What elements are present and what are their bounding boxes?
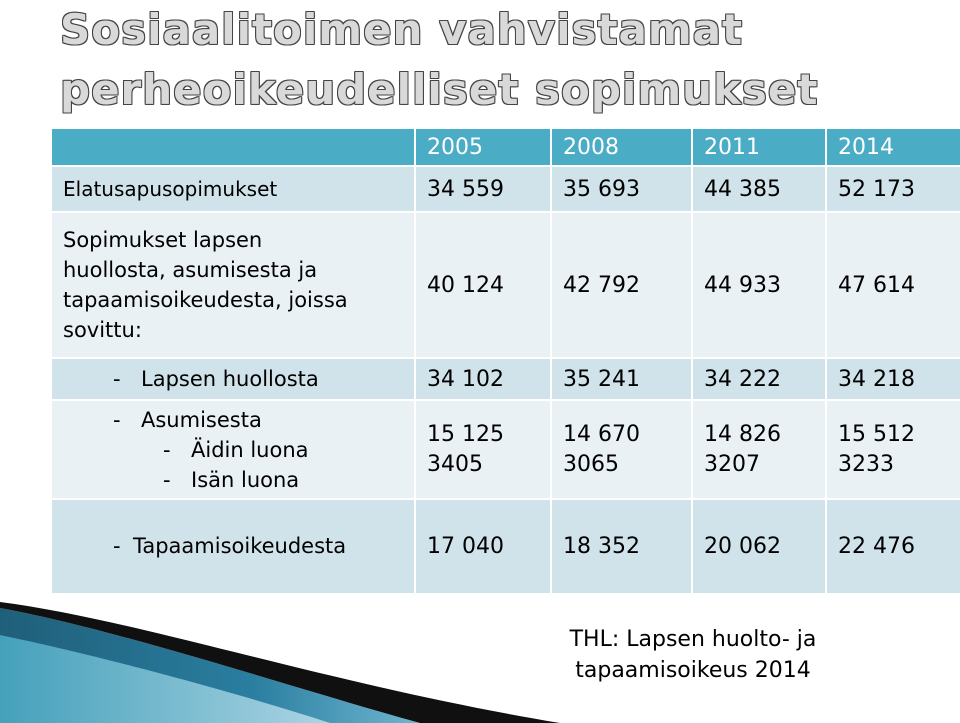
table-row-lapsen-huollosta bbox=[51, 358, 960, 400]
table-cell: 34 218 bbox=[826, 358, 960, 400]
table-cell: 22 476 bbox=[826, 499, 960, 594]
row-sublabel-aidin-luona: Äidin luona bbox=[191, 437, 309, 462]
table-cell: 42 792 bbox=[551, 212, 692, 358]
table-cell: 34 102 bbox=[415, 358, 551, 400]
row-label: Elatusapusopimukset bbox=[51, 166, 415, 212]
cell-value-isa: 3405 bbox=[427, 451, 483, 477]
table-row-asumisesta bbox=[51, 400, 960, 499]
row-label bbox=[51, 212, 415, 358]
table-cell bbox=[551, 400, 692, 499]
slide-title bbox=[60, 0, 960, 120]
header-empty-cell bbox=[51, 128, 415, 166]
cell-value-aiti: 14 670 bbox=[563, 421, 640, 447]
cell-value-aiti: 14 826 bbox=[704, 421, 781, 447]
cell-value-aiti: 15 512 bbox=[838, 421, 915, 447]
row-label-text: Asumisesta bbox=[141, 407, 262, 432]
bullet-dash: - bbox=[113, 534, 121, 558]
source-line-1: THL: Lapsen huolto- ja bbox=[569, 627, 817, 652]
cell-value-isa: 3207 bbox=[704, 451, 760, 477]
bullet-dash: - bbox=[113, 366, 121, 391]
table-cell: 20 062 bbox=[692, 499, 826, 594]
source-caption bbox=[538, 624, 848, 686]
row-label-line: Sopimukset lapsen bbox=[63, 228, 263, 252]
table-cell: 18 352 bbox=[551, 499, 692, 594]
row-label-line: tapaamisoikeudesta, joissa bbox=[63, 288, 348, 312]
table-cell: 44 385 bbox=[692, 166, 826, 212]
header-year-2008: 2008 bbox=[551, 128, 692, 166]
decorative-swoosh bbox=[0, 590, 560, 723]
header-year-2014: 2014 bbox=[826, 128, 960, 166]
statistics-table bbox=[50, 127, 960, 595]
bullet-dash: - bbox=[113, 407, 121, 432]
table-cell bbox=[415, 400, 551, 499]
source-line-2: tapaamisoikeus 2014 bbox=[575, 658, 811, 683]
cell-value-isa: 3233 bbox=[838, 451, 894, 477]
table-cell: 44 933 bbox=[692, 212, 826, 358]
row-label bbox=[51, 499, 415, 594]
table-cell: 40 124 bbox=[415, 212, 551, 358]
table-cell: 35 693 bbox=[551, 166, 692, 212]
cell-value-aiti: 15 125 bbox=[427, 421, 504, 447]
table-cell: 34 222 bbox=[692, 358, 826, 400]
table-cell: 34 559 bbox=[415, 166, 551, 212]
bullet-dash: - bbox=[163, 437, 171, 462]
table-cell: 52 173 bbox=[826, 166, 960, 212]
row-sublabel-isan-luona: Isän luona bbox=[191, 467, 300, 492]
cell-value-isa: 3065 bbox=[563, 451, 619, 477]
row-label-line: huollosta, asumisesta ja bbox=[63, 258, 318, 282]
title-line-1: Sosiaalitoimen vahvistamat bbox=[60, 5, 744, 54]
row-label-line: sovittu: bbox=[63, 318, 142, 342]
table-cell: 35 241 bbox=[551, 358, 692, 400]
bullet-dash: - bbox=[163, 467, 171, 492]
table-row-elatusapusopimukset bbox=[51, 166, 960, 212]
row-label bbox=[51, 400, 415, 499]
table-header-row bbox=[51, 128, 960, 166]
table-row-tapaamisoikeudesta bbox=[51, 499, 960, 594]
row-label-text: Tapaamisoikeudesta bbox=[133, 534, 347, 558]
row-label bbox=[51, 358, 415, 400]
header-year-2005: 2005 bbox=[415, 128, 551, 166]
table-cell bbox=[826, 400, 960, 499]
header-year-2011: 2011 bbox=[692, 128, 826, 166]
table-row-sopimukset bbox=[51, 212, 960, 358]
row-label-text: Lapsen huollosta bbox=[141, 366, 319, 391]
table-cell bbox=[692, 400, 826, 499]
table-cell: 47 614 bbox=[826, 212, 960, 358]
title-line-2: perheoikeudelliset sopimukset bbox=[60, 65, 819, 114]
table-cell: 17 040 bbox=[415, 499, 551, 594]
